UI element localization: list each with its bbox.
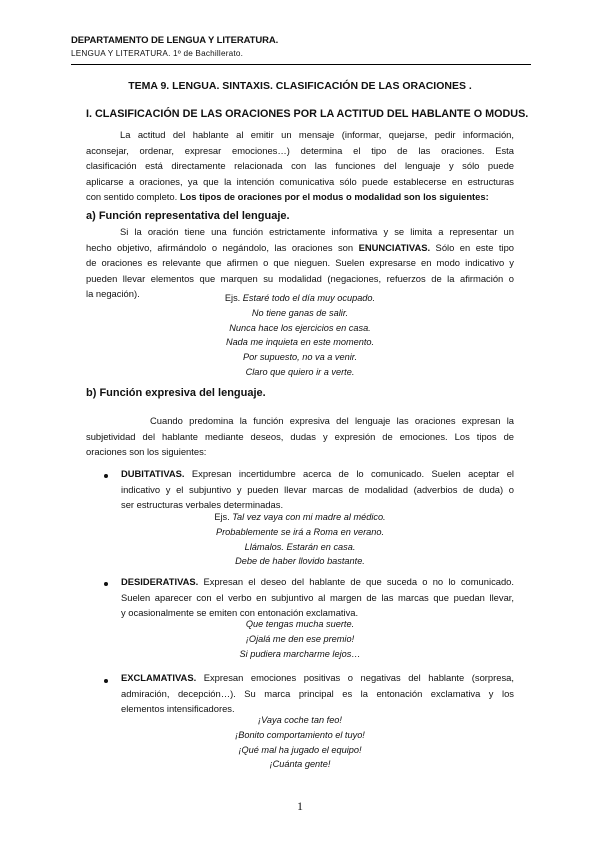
page-title: TEMA 9. LENGUA. SINTAXIS. CLASIFICACIÓN DE LAS ORACIONES . xyxy=(128,80,472,92)
paragraph-line: Cuando predomina la función expresiva del lenguaje las oraciones expresan la xyxy=(150,415,514,426)
item-line: elementos intensificadores. xyxy=(121,703,235,714)
item-line xyxy=(121,466,514,482)
intro-line xyxy=(86,189,514,205)
course-header: LENGUA Y LITERATURA. 1º de Bachillerato. xyxy=(71,49,244,58)
example-line: ¡Ojalá me den ese premio! xyxy=(245,633,355,644)
paragraph-line: oraciones son los siguientes: xyxy=(86,446,207,457)
item-line xyxy=(121,670,514,686)
paragraph-text: hecho objetivo, afirmándolo o negándolo, las oraciones son xyxy=(86,241,359,253)
example-line: No tiene ganas de salir. xyxy=(251,307,349,318)
intro-plain-text: con sentido completo. xyxy=(86,191,180,202)
intro-line: clasificación está directamente relacionada con las funciones del lenguaje y sólo puede xyxy=(86,160,514,171)
example-line: Llámalos. Estarán en casa. xyxy=(244,541,356,552)
bullet-icon xyxy=(104,474,108,478)
item-line: Suelen aparecer con el verbo en subjuntivo al margen de las marcas que puedan llevar, xyxy=(121,591,514,603)
intro-bold-text: Los tipos de oraciones por el modus o modalidad son los siguientes: xyxy=(179,191,489,202)
subsection-a-examples xyxy=(0,291,600,380)
header-rule xyxy=(71,64,531,65)
bullet-icon xyxy=(104,679,108,683)
item-line: indicativo y el subjuntivo y pueden llevar marcas de modalidad (adverbios de duda) o xyxy=(121,483,514,495)
item-text: Expresan emociones positivas o negativas del hablante (sorpresa, xyxy=(196,672,514,683)
bullet-icon xyxy=(104,582,108,586)
example-line: Nunca hace los ejercicios en casa. xyxy=(229,322,371,333)
department-header: DEPARTAMENTO DE LENGUA Y LITERATURA. xyxy=(71,35,279,46)
paragraph-line: subjetividad del hablante mediante deseos, dudas y expresión de emociones. Los tipos de xyxy=(86,430,514,442)
item-line: y ocasionalmente se emiten con entonación exclamativa. xyxy=(121,607,359,618)
exclamativas-item xyxy=(121,670,514,717)
example-line: Claro que quiero ir a verte. xyxy=(245,366,355,377)
subsection-b-paragraph xyxy=(86,413,514,460)
item-line: ser estructuras verbales determinadas. xyxy=(121,499,284,510)
item-line xyxy=(121,574,514,590)
subsection-a-heading: a) Función representativa del lenguaje. xyxy=(86,210,290,222)
intro-line: aplicarse a oraciones, ya que la intención comunicativa sólo puede establecerse en estructuras xyxy=(86,175,514,187)
enunciativas-term: ENUNCIATIVAS. xyxy=(358,241,431,253)
intro-line: aconsejar, ordenar, expresar emociones…) determina el tipo de las oraciones. Esta xyxy=(86,144,514,156)
example-line: Si pudiera marcharme lejos… xyxy=(239,648,361,659)
item-line: admiración, decepción…). Su marca principal es la entonación exclamativa y los xyxy=(121,687,514,699)
example-line xyxy=(130,510,470,525)
intro-line: La actitud del hablante al emitir un mensaje (informar, quejarse, pedir información, xyxy=(120,129,514,140)
example-line: Probablemente se irá a Roma en verano. xyxy=(215,526,385,537)
dubitativas-examples xyxy=(130,510,470,569)
desiderativas-item xyxy=(121,574,514,621)
example-line: ¡Qué mal ha jugado el equipo! xyxy=(238,744,362,755)
paragraph-line xyxy=(86,240,514,256)
section-1-heading: I. CLASIFICACIÓN DE LAS ORACIONES POR LA ACTITUD DEL HABLANTE O MODUS. xyxy=(86,108,529,120)
section-1-intro xyxy=(86,127,514,205)
example-line: Por supuesto, no va a venir. xyxy=(242,352,358,363)
subsection-a-paragraph xyxy=(86,224,514,302)
example-text: Tal vez vaya con mi madre al médico. xyxy=(232,512,386,522)
paragraph-line: de oraciones es relevante que afirmen o que nieguen. Suelen expresarse en modo indicativo y xyxy=(86,257,514,268)
paragraph-line: la negación). xyxy=(86,288,140,299)
example-text: Estaré todo el día muy ocupado. xyxy=(242,293,376,303)
examples-prefix: Ejs. xyxy=(224,293,243,303)
example-line xyxy=(0,291,600,306)
paragraph-line: Si la oración tiene una función estrictamente informativa y se limita a representar un xyxy=(120,226,514,237)
exclamativas-term: EXCLAMATIVAS. xyxy=(121,672,197,683)
page-number: 1 xyxy=(297,799,303,813)
paragraph-line: pueden llevar elementos que marquen su modalidad (negaciones, refuerzos de la afirmación o xyxy=(86,272,514,284)
exclamativas-examples xyxy=(130,713,470,772)
dubitativas-item xyxy=(121,466,514,513)
item-text: Expresan el deseo del hablante de que suceda o no lo comunicado. xyxy=(198,576,514,587)
example-line: ¡Cuánta gente! xyxy=(269,759,331,770)
example-line: Debe de haber llovido bastante. xyxy=(235,556,365,567)
desiderativas-examples xyxy=(130,617,470,661)
subsection-b-heading: b) Función expresiva del lenguaje. xyxy=(86,387,266,399)
examples-prefix: Ejs. xyxy=(214,512,233,522)
example-line: ¡Vaya coche tan feo! xyxy=(258,715,342,725)
example-line: ¡Bonito comportamiento el tuyo! xyxy=(235,729,365,740)
example-line: Nada me inquieta en este momento. xyxy=(225,337,375,348)
paragraph-text: Sólo en este tipo xyxy=(430,241,514,253)
item-text: Expresan incertidumbre acerca de lo comunicado. Suelen aceptar el xyxy=(184,468,514,479)
desiderativas-term: DESIDERATIVAS. xyxy=(121,576,199,587)
example-line: Que tengas mucha suerte. xyxy=(245,619,355,629)
dubitativas-term: DUBITATIVAS. xyxy=(121,468,185,479)
